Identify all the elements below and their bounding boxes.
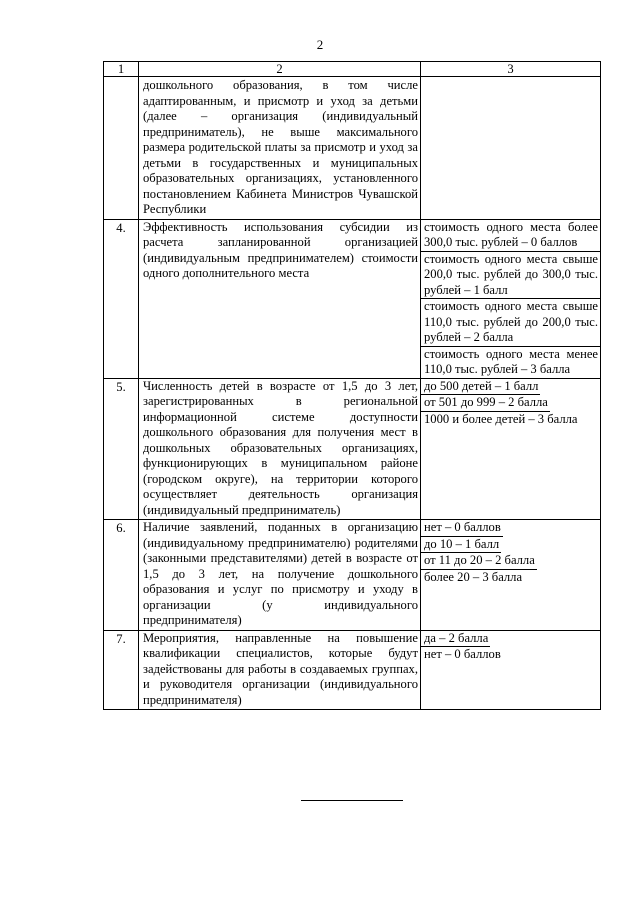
score-option: от 501 до 999 – 2 балла [421, 395, 550, 412]
table-row [104, 219, 601, 378]
options-cell [421, 630, 601, 710]
options-cell [421, 219, 601, 378]
score-option: стоимость одного места свыше 110,0 тыс. рублей до 200,0 тыс. рублей – 2 балла [421, 299, 600, 347]
table-row [104, 77, 601, 220]
table-row [104, 520, 601, 631]
score-option: до 500 детей – 1 балл [421, 379, 540, 396]
score-option: стоимость одного места свыше 200,0 тыс. рублей до 300,0 тыс. рублей – 1 балл [421, 252, 600, 300]
score-option: нет – 0 баллов [421, 520, 503, 537]
column-header-1: 1 [104, 62, 139, 77]
closing-line [301, 800, 403, 801]
table-row [104, 630, 601, 710]
row-number [104, 77, 139, 220]
criterion-text: дошкольного образования, в том числе адаптированным, и присмотр и уход за детьми (далее – организация (индивидуальный предприниматель), не выше максимального размера родительской платы за присмотр и уход за детьми в государственных и муниципальных образовательных организациях, установленного постановлением Кабинета Министров Чувашской Республики [139, 77, 421, 220]
column-header-2: 2 [139, 62, 421, 77]
page-number: 2 [316, 37, 324, 52]
row-number: 5. [104, 378, 139, 520]
score-option: стоимость одного места менее 110,0 тыс. рублей – 3 балла [424, 346, 598, 376]
score-option: более 20 – 3 балла [424, 569, 523, 584]
score-option: да – 2 балла [421, 631, 490, 648]
score-option: стоимость одного места более 300,0 тыс. рублей – 0 баллов [421, 220, 600, 252]
criterion-text: Мероприятия, направленные на повышение квалификации специалистов, которые будут задействованы для работы в создаваемых группах, и руководителя организации (индивидуального предпринимателя) [139, 630, 421, 710]
column-header-3: 3 [421, 62, 601, 77]
score-option: 1000 и более детей – 3 балла [424, 411, 578, 426]
score-option: нет – 0 баллов [424, 647, 501, 661]
row-number: 6. [104, 520, 139, 631]
row-number: 7. [104, 630, 139, 710]
criterion-text: Эффективность использования субсидии из расчета запланированной организацией (индивидуальным предпринимателем) стоимости одного дополнительного места [139, 219, 421, 378]
row-number: 4. [104, 219, 139, 378]
criterion-text: Численность детей в возрасте от 1,5 до 3 лет, зарегистрированных в региональной информационной системе доступности дошкольного образования для получения мест в дошкольных образовательных организациях, функционирующих в муниципальном районе (городском округе), на территории которого осуществляет деятельность организация (индивидуальный предприниматель) [139, 378, 421, 520]
score-option: до 10 – 1 балл [421, 537, 501, 554]
score-option: от 11 до 20 – 2 балла [421, 553, 537, 570]
criteria-table [103, 61, 601, 710]
table-row [104, 378, 601, 520]
criterion-text: Наличие заявлений, поданных в организацию (индивидуальному предпринимателю) родителями (законными представителями) детей в возрасте от 1,5 до 3 лет, на получение дошкольного образования и услуг по присмотру и уходу в организации (у индивидуального предпринимателя) [139, 520, 421, 631]
options-cell [421, 77, 601, 220]
options-cell [421, 520, 601, 631]
options-cell [421, 378, 601, 520]
table-header-row [104, 62, 601, 77]
